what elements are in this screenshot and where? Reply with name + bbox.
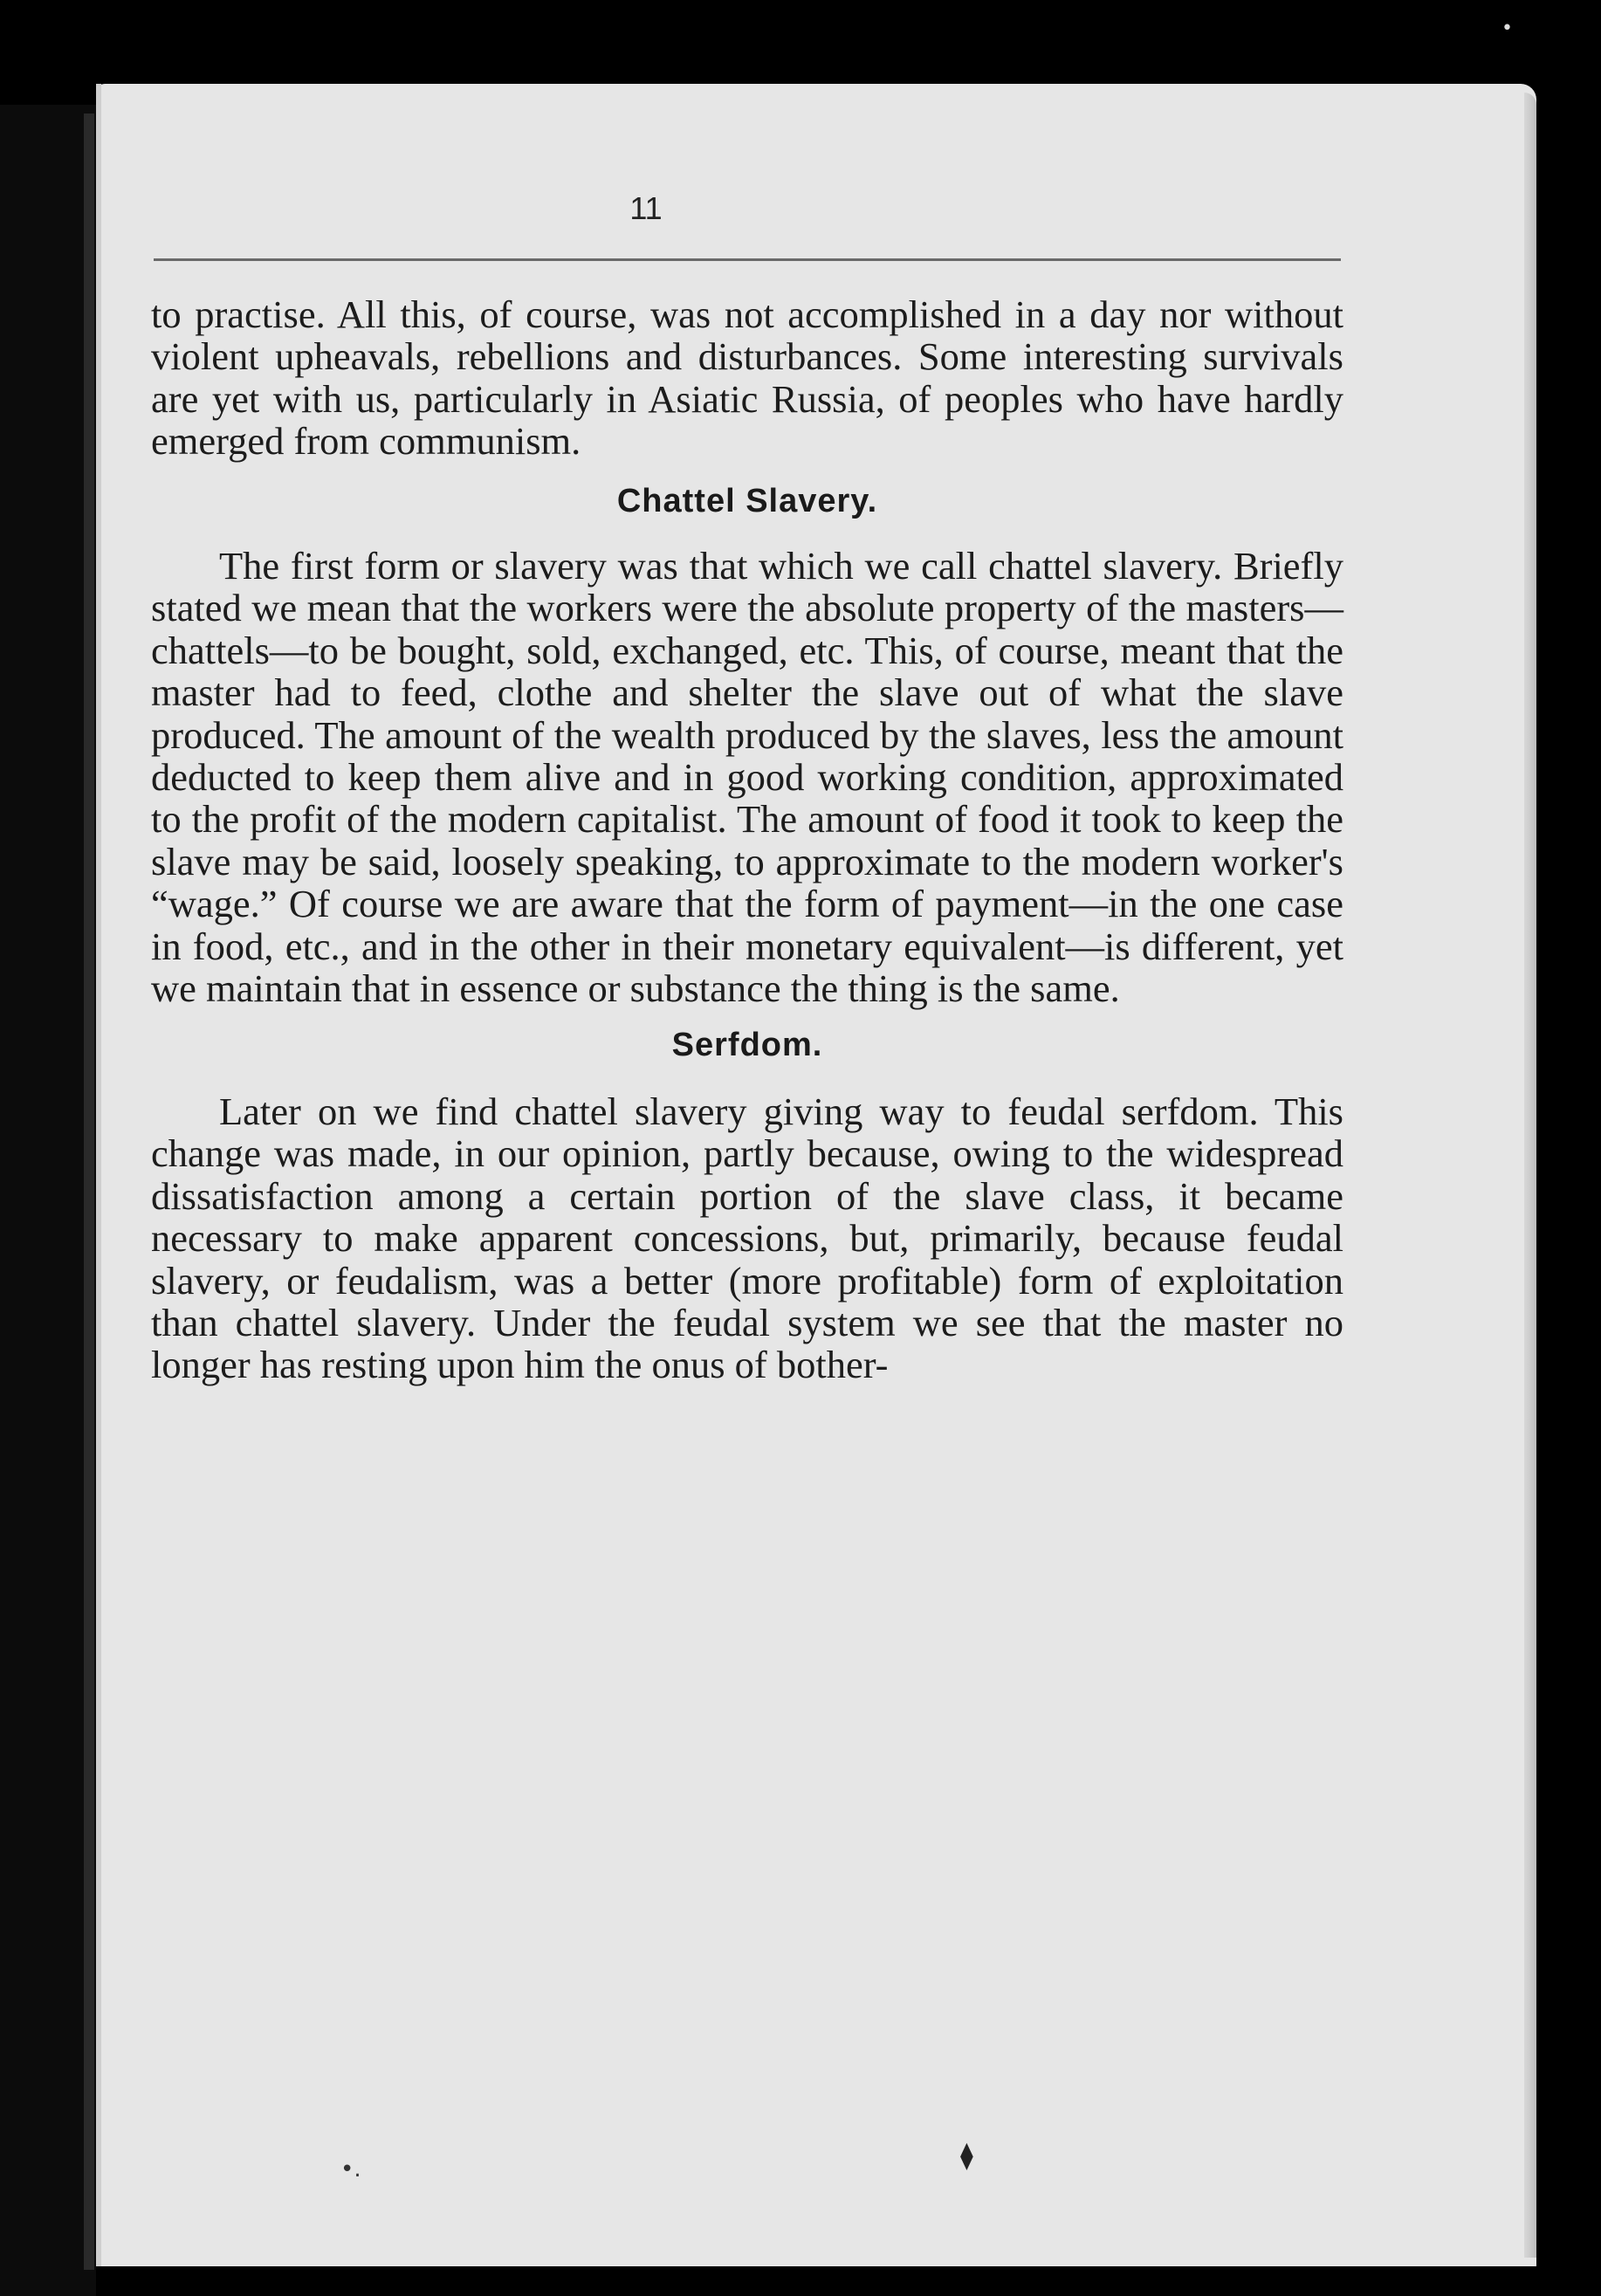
page-edge-shadow-right xyxy=(1524,93,1536,2258)
header-rule xyxy=(154,258,1341,261)
section-heading-serfdom: Serfdom. xyxy=(671,1026,823,1063)
page-edge-shadow xyxy=(96,84,101,2266)
chattel-slavery-paragraph: The first form or slavery was that which we call chattel slavery. Briefly stated we mean that the workers were the absolute property of the masters—chattels—to be bought, sold, exchanged, etc. This, of course, meant that the master had to feed, clothe and shelter the slave out of what the slave produced. The amount of the wealth produced by the slaves, less the amount deducted to keep them alive and in good working condition, approximated to the profit of the modern capitalist. The amount of food it took to keep the slave may be said, loosely speaking, to approximate to the modern worker's “wage.” Of course we are aware that the form of payment—in the one case in food, etc., and in the other in their monetary equivalent—is different, yet we maintain that in essence or substance the thing is the same. xyxy=(151,544,1343,1011)
book-gutter xyxy=(84,113,94,2270)
body-text xyxy=(151,293,1343,1386)
ink-specks: •. xyxy=(340,2156,361,2183)
serfdom-paragraph: Later on we find chattel slavery giving way to feudal serfdom. This change was made, in our opinion, partly because, owing to the widespread dissatisfaction among a certain portion of the slave class, it became necessary to make apparent concessions, but, primarily, because feudal slavery, or feudalism, was a better (more profitable) form of exploitation than chattel slavery. Under the feudal system we see that the master no longer has resting upon him the onus of bother- xyxy=(151,1089,1343,1387)
scan-speck: • xyxy=(1501,17,1513,39)
section-heading-chattel-slavery: Chattel Slavery. xyxy=(616,482,878,519)
facing-page-edge xyxy=(0,105,96,2296)
ink-blot-mark: ⧫ xyxy=(960,2141,973,2171)
page-number: 11 xyxy=(629,190,663,226)
intro-paragraph: to practise. All this, of course, was not accomplished in a day nor without violent upheavals, rebellions and disturbances. Some interesting survivals are yet with us, particularly in Asiatic Russia, of peoples who have hardly emerged from communism. xyxy=(151,292,1343,464)
